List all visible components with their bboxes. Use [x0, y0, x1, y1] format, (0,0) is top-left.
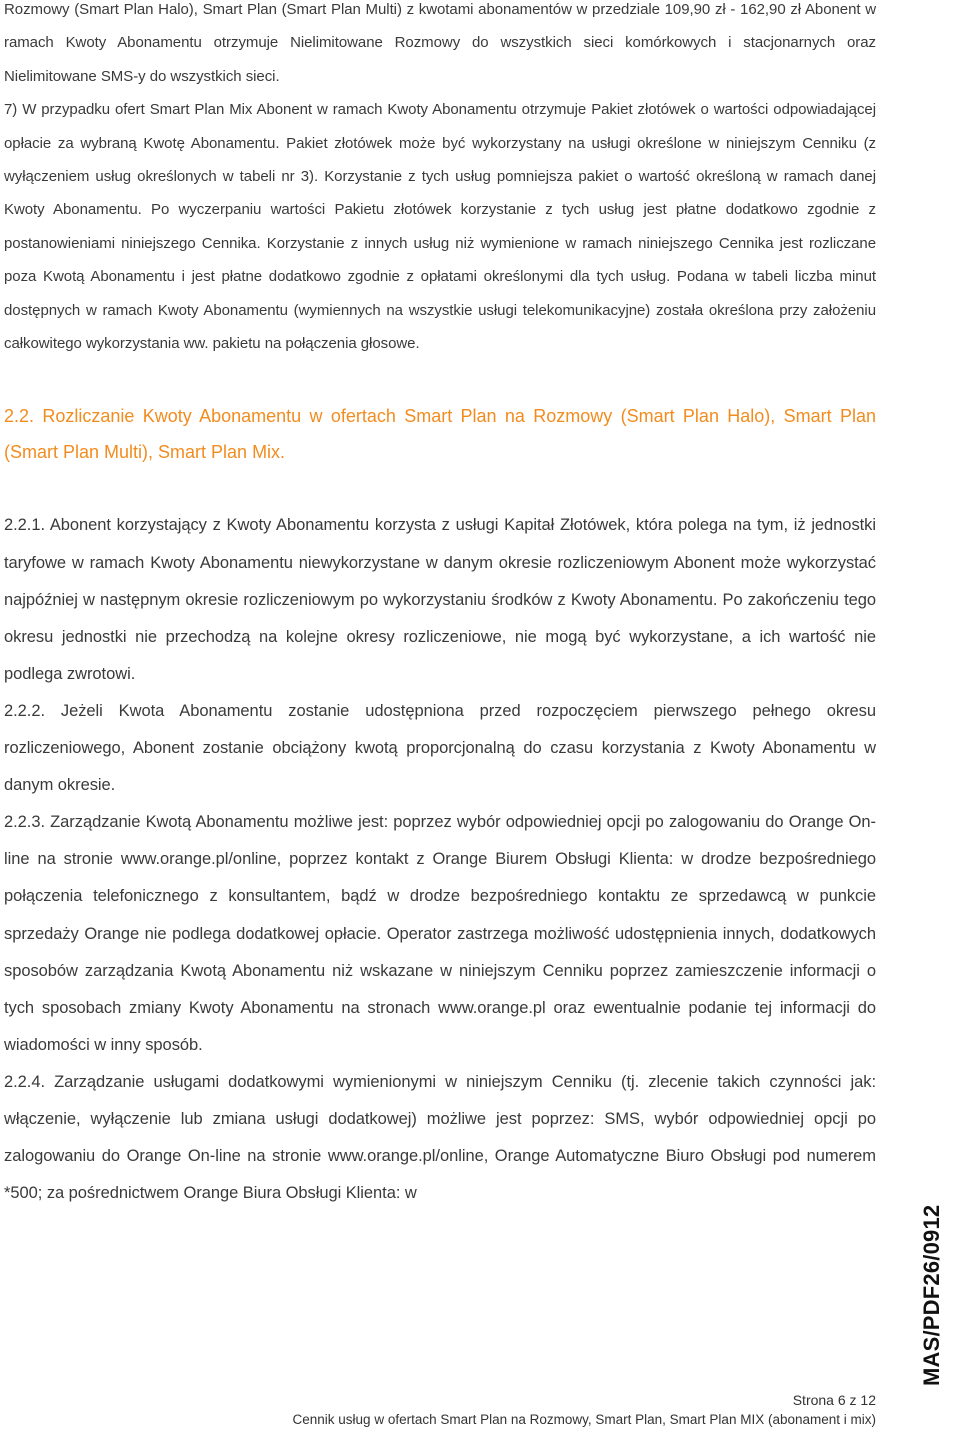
clause-2-2-4: 2.2.4. Zarządzanie usługami dodatkowymi wymienionymi w niniejszym Cenniku (tj. zlecenie takich czynności jak: włączenie, wyłączenie lub zmiana usługi dodatkowej) możliwe jest poprzez: SMS, wybór odpowiedniej opcji po zalogowaniu do Orange On-line na stronie www.orange.pl/online, Orange Automatyczne Biuro Obsługi pod numerem *500; za pośrednictwem Orange Biura Obsługi Klienta: w	[4, 1072, 876, 1203]
footnote-paragraph: Rozmowy (Smart Plan Halo), Smart Plan (Smart Plan Multi) z kwotami abonamentów w przedziale 109,90 zł - 162,90 zł Abonent w ramach Kwoty Abonamentu otrzymuje Nielimitowane Rozmowy do wszystkich sieci komórkowych i stacjonarnych oraz Nielimitowane SMS-y do wszystkich sieci.	[4, 1, 876, 85]
footnote-paragraph: 7) W przypadku ofert Smart Plan Mix Abonent w ramach Kwoty Abonamentu otrzymuje Pakiet złotówek o wartości odpowiadającej opłacie za wybraną Kwotę Abonamentu. Pakiet złotówek może być wykorzystany na usługi określone w niniejszym Cenniku (z wyłączeniem usług określonych w tabeli nr 3). Korzystanie z tych usług pomniejsza pakiet o wartość określoną w ramach danej Kwoty Abonamentu. Po wyczerpaniu wartości Pakietu złotówek korzystanie z tych usług jest płatne dodatkowo zgodnie z postanowieniami niniejszego Cennika. Korzystanie z innych usług niż wymienione w ramach niniejszego Cennika jest rozliczane poza Kwotą Abonamentu i jest płatne dodatkowo zgodnie z opłatami określonymi dla tych usług. Podana w tabeli liczba minut dostępnych w ramach Kwoty Abonamentu (wymiennych na wszystkie usługi telekomunikacyjne) została określona przy założeniu całkowitego wykorzystania ww. pakietu na połączenia głosowe.	[4, 101, 876, 353]
footnote-block	[4, 0, 876, 360]
clause-2-2-2: 2.2.2. Jeżeli Kwota Abonamentu zostanie udostępniona przed rozpoczęciem pierwszego pełnego okresu rozliczeniowego, Abonent zostanie obciążony kwotą proporcjonalną do czasu korzystania z Kwoty Abonamentu w danym okresie.	[4, 701, 876, 795]
document-code: MAS/PDF26/0912	[919, 1204, 944, 1386]
page-number: Strona 6 z 12	[792, 1392, 876, 1408]
clause-2-2-3: 2.2.3. Zarządzanie Kwotą Abonamentu możliwe jest: poprzez wybór odpowiedniej opcji po zalogowaniu do Orange On-line na stronie www.orange.pl/online, poprzez kontakt z Orange Biurem Obsługi Klienta: w drodze bezpośredniego połączenia telefonicznego z konsultantem, bądź w drodze bezpośredniego kontaktu ze sprzedawcą w punkcie sprzedaży Orange nie podlega dodatkowej opłacie. Operator zastrzega możliwość udostępnienia innych, dodatkowych sposobów zarządzania Kwotą Abonamentu niż wskazane w niniejszym Cenniku poprzez zamieszczenie informacji o tych sposobach zmiany Kwoty Abonamentu na stronach www.orange.pl oraz ewentualnie podanie tej informacji do wiadomości w inny sposób.	[4, 813, 876, 1054]
clause-2-2-1: 2.2.1. Abonent korzystający z Kwoty Abonamentu korzysta z usługi Kapitał Złotówek, która polega na tym, iż jednostki taryfowe w ramach Kwoty Abonamentu niewykorzystane w danym okresie rozliczeniowym Abonent może wykorzystać najpóźniej w następnym okresie rozliczeniowym po wykorzystaniu środków z Kwoty Abonamentu. Po zakończeniu tego okresu jednostki nie przechodzą na kolejne okresy rozliczeniowe, nie mogą być wykorzystane, a ich wartość nie podlega zwrotowi.	[4, 516, 876, 683]
footer-title: Cennik usług w ofertach Smart Plan na Rozmowy, Smart Plan, Smart Plan MIX (abonament i mix)	[292, 1412, 876, 1427]
document-body	[4, 0, 876, 1212]
section-heading: 2.2. Rozliczanie Kwoty Abonamentu w ofertach Smart Plan na Rozmowy (Smart Plan Halo), Smart Plan (Smart Plan Multi), Smart Plan Mix.	[4, 406, 876, 463]
